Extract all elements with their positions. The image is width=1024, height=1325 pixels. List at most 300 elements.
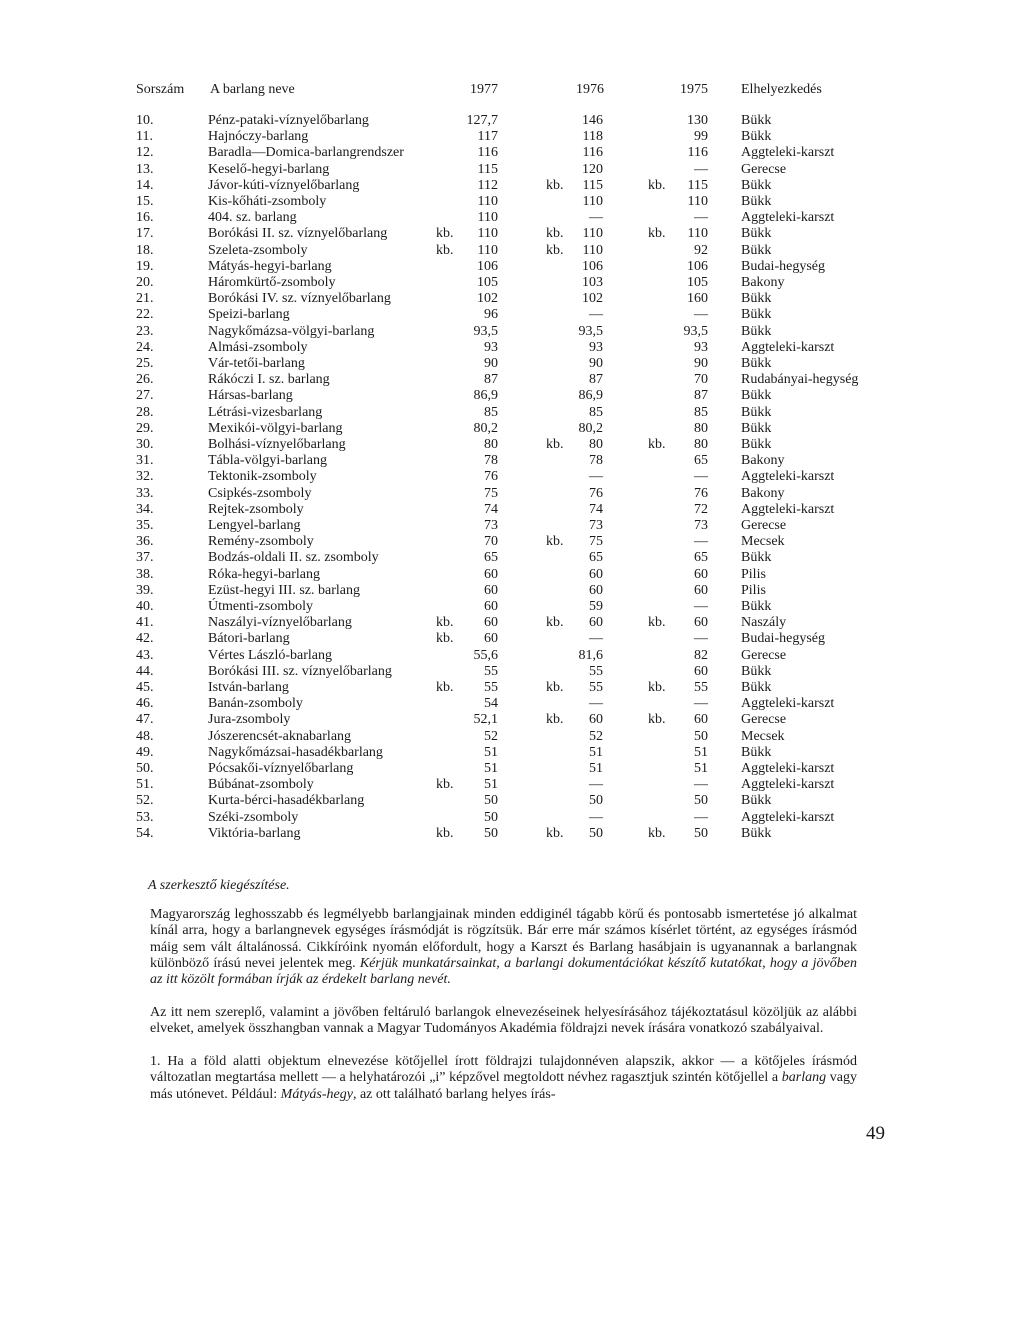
cave-location: Bükk bbox=[741, 194, 772, 209]
row-number: 10. bbox=[136, 113, 154, 128]
depth-1977: 93 bbox=[484, 339, 498, 355]
editor-note: A szerkesztő kiegészítése. bbox=[148, 878, 290, 893]
depth-1977: 76 bbox=[484, 469, 498, 485]
depth-1975: 60 bbox=[694, 663, 708, 679]
table-row bbox=[0, 777, 1024, 793]
depth-1976: 110 bbox=[582, 242, 603, 258]
row-number: 38. bbox=[136, 566, 154, 582]
depth-1976: 110 bbox=[582, 194, 603, 209]
depth-1977: 115 bbox=[477, 161, 498, 177]
depth-1977: 110 bbox=[477, 194, 498, 209]
depth-1977: 73 bbox=[484, 518, 498, 533]
depth-1977: 110 bbox=[477, 210, 498, 226]
approx-1976: kb. bbox=[546, 226, 564, 242]
table-row bbox=[0, 729, 1024, 745]
header-location: Elhelyezkedés bbox=[741, 82, 822, 97]
cave-name: Bodzás-oldali II. sz. zsomboly bbox=[208, 550, 379, 566]
table-row bbox=[0, 793, 1024, 809]
depth-1975: — bbox=[694, 777, 708, 793]
cave-name: Róka-hegyi-barlang bbox=[208, 566, 320, 582]
cave-location: Bükk bbox=[741, 113, 772, 128]
depth-1975: 90 bbox=[694, 356, 708, 371]
cave-location: Gerecse bbox=[741, 161, 787, 177]
depth-1976: 50 bbox=[589, 793, 603, 809]
row-number: 46. bbox=[136, 696, 154, 712]
depth-1976: 60 bbox=[589, 712, 603, 728]
depth-1976: 60 bbox=[589, 582, 603, 598]
row-number: 23. bbox=[136, 323, 154, 339]
depth-1977: 96 bbox=[484, 307, 498, 323]
row-number: 39. bbox=[136, 582, 154, 598]
row-number: 45. bbox=[136, 680, 154, 695]
cave-name: Remény-zsomboly bbox=[208, 534, 314, 550]
cave-location: Budai-hegység bbox=[741, 258, 825, 274]
cave-location: Bükk bbox=[741, 226, 772, 242]
table-row bbox=[0, 145, 1024, 161]
cave-location: Bükk bbox=[741, 744, 772, 760]
table-row bbox=[0, 696, 1024, 712]
row-number: 12. bbox=[136, 145, 154, 161]
table-row bbox=[0, 437, 1024, 453]
approx-1976: kb. bbox=[546, 825, 564, 841]
approx-1976: kb. bbox=[546, 712, 564, 728]
depth-1977: 50 bbox=[484, 793, 498, 809]
depth-1976: 51 bbox=[589, 744, 603, 760]
depth-1977: 87 bbox=[484, 372, 498, 388]
approx-1975: kb. bbox=[648, 712, 666, 728]
depth-1977: 116 bbox=[477, 145, 498, 161]
table-row bbox=[0, 599, 1024, 615]
row-number: 25. bbox=[136, 356, 154, 371]
row-number: 48. bbox=[136, 728, 154, 744]
table-row bbox=[0, 129, 1024, 145]
cave-name: Jura-zsomboly bbox=[208, 712, 291, 728]
approx-1975: kb. bbox=[648, 437, 666, 452]
table-row bbox=[0, 761, 1024, 777]
row-number: 22. bbox=[136, 307, 154, 323]
depth-1975: — bbox=[694, 307, 708, 323]
depth-1977: 60 bbox=[484, 631, 498, 647]
depth-1975: 50 bbox=[694, 728, 708, 744]
depth-1975: — bbox=[694, 161, 708, 177]
depth-1975: 51 bbox=[694, 761, 708, 776]
cave-location: Aggteleki-karszt bbox=[741, 145, 835, 161]
cave-location: Bakony bbox=[741, 275, 785, 290]
row-number: 15. bbox=[136, 194, 154, 209]
cave-location: Gerecse bbox=[741, 647, 787, 663]
depth-1976: 87 bbox=[589, 372, 603, 388]
table-row bbox=[0, 259, 1024, 275]
cave-location: Gerecse bbox=[741, 712, 787, 728]
depth-1977: 110 bbox=[477, 226, 498, 242]
cave-name: Borókási IV. sz. víznyelőbarlang bbox=[208, 291, 391, 307]
row-number: 34. bbox=[136, 501, 154, 517]
row-number: 30. bbox=[136, 437, 154, 452]
depth-1976: 75 bbox=[589, 534, 603, 550]
depth-1977: 106 bbox=[477, 258, 498, 274]
row-number: 36. bbox=[136, 534, 154, 550]
depth-1977: 86,9 bbox=[473, 388, 498, 404]
depth-1975: 50 bbox=[694, 793, 708, 809]
cave-name: Szeleta-zsomboly bbox=[208, 242, 308, 258]
cave-name: Mexikói-völgyi-barlang bbox=[208, 420, 343, 436]
depth-1977: 51 bbox=[484, 777, 498, 793]
cave-name: Borókási III. sz. víznyelőbarlang bbox=[208, 663, 392, 679]
row-number: 33. bbox=[136, 485, 154, 501]
depth-1975: 65 bbox=[694, 550, 708, 566]
table-row bbox=[0, 340, 1024, 356]
row-number: 32. bbox=[136, 469, 154, 485]
cave-location: Aggteleki-karszt bbox=[741, 210, 835, 226]
depth-1976: — bbox=[589, 809, 603, 825]
depth-1975: — bbox=[694, 631, 708, 647]
approx-1977: kb. bbox=[436, 615, 454, 631]
cave-name: Naszályi-víznyelőbarlang bbox=[208, 615, 352, 631]
depth-1975: 105 bbox=[687, 275, 708, 290]
paragraph-3-text-3: , az ott található barlang helyes írás- bbox=[352, 1086, 556, 1102]
cave-location: Aggteleki-karszt bbox=[741, 696, 835, 712]
depth-1976: — bbox=[589, 307, 603, 323]
depth-1977: 52,1 bbox=[473, 712, 498, 728]
header-1977: 1977 bbox=[470, 82, 498, 97]
depth-1976: 86,9 bbox=[578, 388, 603, 404]
depth-1977: 51 bbox=[484, 761, 498, 776]
depth-1976: 115 bbox=[582, 177, 603, 193]
depth-1977: 105 bbox=[477, 275, 498, 290]
depth-1977: 55 bbox=[484, 663, 498, 679]
cave-location: Bükk bbox=[741, 242, 772, 258]
depth-1976: 65 bbox=[589, 550, 603, 566]
cave-name: Rákóczi I. sz. barlang bbox=[208, 372, 330, 388]
depth-1975: 55 bbox=[694, 680, 708, 695]
depth-1976: 93 bbox=[589, 339, 603, 355]
paragraph-3 bbox=[150, 1054, 857, 1103]
depth-1977: 55,6 bbox=[473, 647, 498, 663]
approx-1975: kb. bbox=[648, 615, 666, 631]
row-number: 40. bbox=[136, 599, 154, 614]
cave-name: Búbánat-zsomboly bbox=[208, 777, 314, 793]
table-row bbox=[0, 307, 1024, 323]
depth-1975: 51 bbox=[694, 744, 708, 760]
cave-name: Jávor-kúti-víznyelőbarlang bbox=[208, 177, 360, 193]
depth-1975: 85 bbox=[694, 404, 708, 420]
paragraph-3-barlang: barlang bbox=[781, 1070, 827, 1086]
depth-1976: 51 bbox=[589, 761, 603, 776]
depth-1975: — bbox=[694, 210, 708, 226]
depth-1975: — bbox=[694, 809, 708, 825]
depth-1975: 60 bbox=[694, 712, 708, 728]
depth-1977: 60 bbox=[484, 615, 498, 631]
paragraph-3-text: 1. Ha a föld alatti objektum elnevezése kötőjellel írott földrajzi tulajdonnéven alapszik, akkor — a kötőjeles írásmód változatlan megtartása mellett — a helyhatározói „i” képzővel megtoldott névhez ragasztjuk szintén kötőjellel a bbox=[150, 1054, 857, 1086]
table-row bbox=[0, 388, 1024, 404]
cave-name: Csipkés-zsomboly bbox=[208, 485, 312, 501]
paragraph-1-request: Kérjük munkatársainkat, a barlangi dokumentációkat készítő kutatókat, hogy a jövőben az itt közölt formában írják az érdekelt barlang nevét. bbox=[150, 955, 857, 988]
table-row bbox=[0, 567, 1024, 583]
depth-1975: — bbox=[694, 534, 708, 550]
cave-name: Széki-zsomboly bbox=[208, 809, 299, 825]
depth-1975: 80 bbox=[694, 437, 708, 452]
cave-location: Aggteleki-karszt bbox=[741, 761, 835, 776]
cave-location: Bükk bbox=[741, 793, 772, 809]
table-row bbox=[0, 243, 1024, 259]
depth-1977: 52 bbox=[484, 728, 498, 744]
header-1975: 1975 bbox=[680, 82, 708, 97]
row-number: 27. bbox=[136, 388, 154, 404]
approx-1976: kb. bbox=[546, 534, 564, 550]
cave-name: Lengyel-barlang bbox=[208, 518, 301, 533]
depth-1975: 65 bbox=[694, 453, 708, 469]
cave-name: Pénz-pataki-víznyelőbarlang bbox=[208, 113, 369, 128]
depth-1977: 93,5 bbox=[473, 323, 498, 339]
cave-location: Bükk bbox=[741, 599, 772, 614]
cave-name: Ezüst-hegyi III. sz. barlang bbox=[208, 582, 360, 598]
depth-1975: 50 bbox=[694, 825, 708, 841]
depth-1975: 93,5 bbox=[683, 323, 708, 339]
depth-1977: 65 bbox=[484, 550, 498, 566]
table-row bbox=[0, 210, 1024, 226]
row-number: 14. bbox=[136, 177, 154, 193]
cave-name: Kurta-bérci-hasadékbarlang bbox=[208, 793, 365, 809]
cave-name: Vértes László-barlang bbox=[208, 647, 332, 663]
depth-1977: 80 bbox=[484, 437, 498, 452]
paragraph-1 bbox=[150, 907, 857, 988]
cave-location: Aggteleki-karszt bbox=[741, 777, 835, 793]
depth-1976: 74 bbox=[589, 501, 603, 517]
cave-name: Banán-zsomboly bbox=[208, 696, 303, 712]
cave-location: Aggteleki-karszt bbox=[741, 469, 835, 485]
depth-1977: 90 bbox=[484, 356, 498, 371]
cave-name: Hársas-barlang bbox=[208, 388, 293, 404]
cave-name: Viktória-barlang bbox=[208, 825, 301, 841]
cave-name: Vár-tetői-barlang bbox=[208, 356, 305, 371]
depth-1975: 60 bbox=[694, 582, 708, 598]
cave-name: Hajnóczy-barlang bbox=[208, 129, 309, 145]
header-1976: 1976 bbox=[576, 82, 604, 97]
depth-1975: — bbox=[694, 599, 708, 614]
row-number: 19. bbox=[136, 258, 154, 274]
depth-1977: 127,7 bbox=[466, 113, 498, 128]
approx-1976: kb. bbox=[546, 615, 564, 631]
depth-1977: 78 bbox=[484, 453, 498, 469]
table-row bbox=[0, 712, 1024, 728]
cave-location: Bükk bbox=[741, 404, 772, 420]
cave-name: Háromkürtő-zsomboly bbox=[208, 275, 336, 290]
row-number: 21. bbox=[136, 291, 154, 307]
depth-1975: 160 bbox=[687, 291, 708, 307]
row-number: 37. bbox=[136, 550, 154, 566]
table-row bbox=[0, 810, 1024, 826]
cave-location: Bükk bbox=[741, 356, 772, 371]
approx-1975: kb. bbox=[648, 177, 666, 193]
depth-1977: 60 bbox=[484, 566, 498, 582]
approx-1976: kb. bbox=[546, 242, 564, 258]
depth-1977: 70 bbox=[484, 534, 498, 550]
cave-name: Almási-zsomboly bbox=[208, 339, 308, 355]
approx-1977: kb. bbox=[436, 680, 454, 695]
cave-location: Bükk bbox=[741, 550, 772, 566]
table-row bbox=[0, 664, 1024, 680]
approx-1977: kb. bbox=[436, 825, 454, 841]
cave-location: Bükk bbox=[741, 825, 772, 841]
depth-1977: 80,2 bbox=[473, 420, 498, 436]
table-row bbox=[0, 421, 1024, 437]
depth-1975: 72 bbox=[694, 501, 708, 517]
paragraph-1-text: Magyarország leghosszabb és legmélyebb barlangjainak minden eddiginél tágabb körű és pontosabb ismertetése jó alkalmat kínál arra, hogy a barlangnevek egységes írásmódját is rögzítsük. Bár erre már számos kísérlet történt, az egységes írásmód máig sem vált általánossá. Cikkíróink nyomán előfordult, hogy a Karszt és Barlang hasábjain is ugyanannak a barlangnak különböző írású nevei jelentek meg. bbox=[150, 907, 857, 971]
table-row bbox=[0, 583, 1024, 599]
table-row bbox=[0, 275, 1024, 291]
depth-1977: 117 bbox=[477, 129, 498, 145]
approx-1977: kb. bbox=[436, 242, 454, 258]
table-row bbox=[0, 648, 1024, 664]
table-row bbox=[0, 291, 1024, 307]
depth-1975: 60 bbox=[694, 615, 708, 631]
depth-1976: 103 bbox=[582, 275, 603, 290]
depth-1975: — bbox=[694, 696, 708, 712]
table-row bbox=[0, 453, 1024, 469]
approx-1977: kb. bbox=[436, 226, 454, 242]
cave-location: Bakony bbox=[741, 453, 785, 469]
depth-1976: 110 bbox=[582, 226, 603, 242]
row-number: 49. bbox=[136, 744, 154, 760]
depth-1977: 55 bbox=[484, 680, 498, 695]
approx-1976: kb. bbox=[546, 177, 564, 193]
depth-1976: 73 bbox=[589, 518, 603, 533]
table-row bbox=[0, 502, 1024, 518]
cave-location: Bükk bbox=[741, 129, 772, 145]
cave-name: Kis-kőháti-zsomboly bbox=[208, 194, 327, 209]
depth-1976: 106 bbox=[582, 258, 603, 274]
row-number: 31. bbox=[136, 453, 154, 469]
depth-1975: 70 bbox=[694, 372, 708, 388]
row-number: 42. bbox=[136, 631, 154, 647]
approx-1975: kb. bbox=[648, 226, 666, 242]
depth-1975: 110 bbox=[687, 194, 708, 209]
cave-name: Bolhási-víznyelőbarlang bbox=[208, 437, 346, 452]
table-row bbox=[0, 826, 1024, 842]
approx-1976: kb. bbox=[546, 680, 564, 695]
depth-1976: 120 bbox=[582, 161, 603, 177]
depth-1976: 118 bbox=[582, 129, 603, 145]
cave-name: Jószerencsét-aknabarlang bbox=[208, 728, 352, 744]
table-row bbox=[0, 194, 1024, 210]
cave-name: Tábla-völgyi-barlang bbox=[208, 453, 327, 469]
depth-1977: 74 bbox=[484, 501, 498, 517]
row-number: 43. bbox=[136, 647, 154, 663]
cave-name: 404. sz. barlang bbox=[208, 210, 297, 226]
cave-location: Naszály bbox=[741, 615, 787, 631]
depth-1975: 80 bbox=[694, 420, 708, 436]
table-row bbox=[0, 631, 1024, 647]
row-number: 26. bbox=[136, 372, 154, 388]
depth-1977: 50 bbox=[484, 825, 498, 841]
depth-1977: 60 bbox=[484, 582, 498, 598]
depth-1976: — bbox=[589, 210, 603, 226]
table-row bbox=[0, 550, 1024, 566]
depth-1975: 92 bbox=[694, 242, 708, 258]
cave-location: Bükk bbox=[741, 663, 772, 679]
table-row bbox=[0, 486, 1024, 502]
depth-1975: — bbox=[694, 469, 708, 485]
cave-name: István-barlang bbox=[208, 680, 289, 695]
row-number: 41. bbox=[136, 615, 154, 631]
depth-1976: 102 bbox=[582, 291, 603, 307]
table-row bbox=[0, 518, 1024, 534]
depth-1976: 81,6 bbox=[578, 647, 603, 663]
depth-1977: 51 bbox=[484, 744, 498, 760]
paragraph-3-example: Mátyás-hegy bbox=[280, 1086, 353, 1102]
depth-1975: 115 bbox=[687, 177, 708, 193]
cave-location: Bükk bbox=[741, 420, 772, 436]
depth-1977: 50 bbox=[484, 809, 498, 825]
row-number: 53. bbox=[136, 809, 154, 825]
cave-location: Bükk bbox=[741, 323, 772, 339]
depth-1977: 102 bbox=[477, 291, 498, 307]
paragraph-3-text-2: vagy más utónevet. Például: bbox=[150, 1070, 857, 1102]
depth-1976: 59 bbox=[589, 599, 603, 614]
cave-name: Tektonik-zsomboly bbox=[208, 469, 317, 485]
paragraph-2 bbox=[150, 1005, 857, 1038]
depth-1977: 75 bbox=[484, 485, 498, 501]
depth-1976: 80 bbox=[589, 437, 603, 452]
cave-location: Mecsek bbox=[741, 728, 785, 744]
cave-location: Bükk bbox=[741, 177, 772, 193]
cave-name: Nagykőmázsai-hasadékbarlang bbox=[208, 744, 383, 760]
row-number: 28. bbox=[136, 404, 154, 420]
table-row bbox=[0, 745, 1024, 761]
row-number: 24. bbox=[136, 339, 154, 355]
table-row bbox=[0, 356, 1024, 372]
depth-1975: 60 bbox=[694, 566, 708, 582]
cave-location: Bükk bbox=[741, 388, 772, 404]
header-name: A barlang neve bbox=[210, 82, 295, 97]
row-number: 13. bbox=[136, 161, 154, 177]
cave-name: Létrási-vizesbarlang bbox=[208, 404, 323, 420]
depth-1975: 87 bbox=[694, 388, 708, 404]
depth-1976: 80,2 bbox=[578, 420, 603, 436]
approx-1977: kb. bbox=[436, 777, 454, 793]
depth-1975: 82 bbox=[694, 647, 708, 663]
cave-name: Nagykőmázsa-völgyi-barlang bbox=[208, 323, 375, 339]
depth-1977: 85 bbox=[484, 404, 498, 420]
depth-1976: 60 bbox=[589, 615, 603, 631]
cave-name: Baradla—Domica-barlangrendszer bbox=[208, 145, 404, 161]
approx-1976: kb. bbox=[546, 437, 564, 452]
row-number: 52. bbox=[136, 793, 154, 809]
depth-1975: 116 bbox=[687, 145, 708, 161]
depth-1977: 54 bbox=[484, 696, 498, 712]
depth-1976: 60 bbox=[589, 566, 603, 582]
depth-1976: 85 bbox=[589, 404, 603, 420]
cave-name: Bátori-barlang bbox=[208, 631, 290, 647]
depth-1976: 50 bbox=[589, 825, 603, 841]
depth-1976: 146 bbox=[582, 113, 603, 128]
header-no: Sorszám bbox=[136, 82, 185, 97]
table-row bbox=[0, 680, 1024, 696]
cave-name: Rejtek-zsomboly bbox=[208, 501, 304, 517]
cave-location: Pilis bbox=[741, 566, 766, 582]
table-row bbox=[0, 178, 1024, 194]
depth-1976: — bbox=[589, 631, 603, 647]
depth-1977: 110 bbox=[477, 242, 498, 258]
approx-1977: kb. bbox=[436, 631, 454, 647]
cave-location: Aggteleki-karszt bbox=[741, 339, 835, 355]
page-number: 49 bbox=[866, 1123, 885, 1144]
table-row bbox=[0, 372, 1024, 388]
paragraph-2-text: Az itt nem szereplő, valamint a jövőben feltáruló barlangok elnevezéseinek helyesírásához tájékoztatásul közöljük az alábbi elveket, amelyek összhangban vannak a Magyar Tudományos Akadémia földrajzi nevek írására vonatkozó szabályaival. bbox=[150, 1005, 857, 1037]
depth-1975: 76 bbox=[694, 485, 708, 501]
table-row bbox=[0, 162, 1024, 178]
depth-1976: — bbox=[589, 777, 603, 793]
